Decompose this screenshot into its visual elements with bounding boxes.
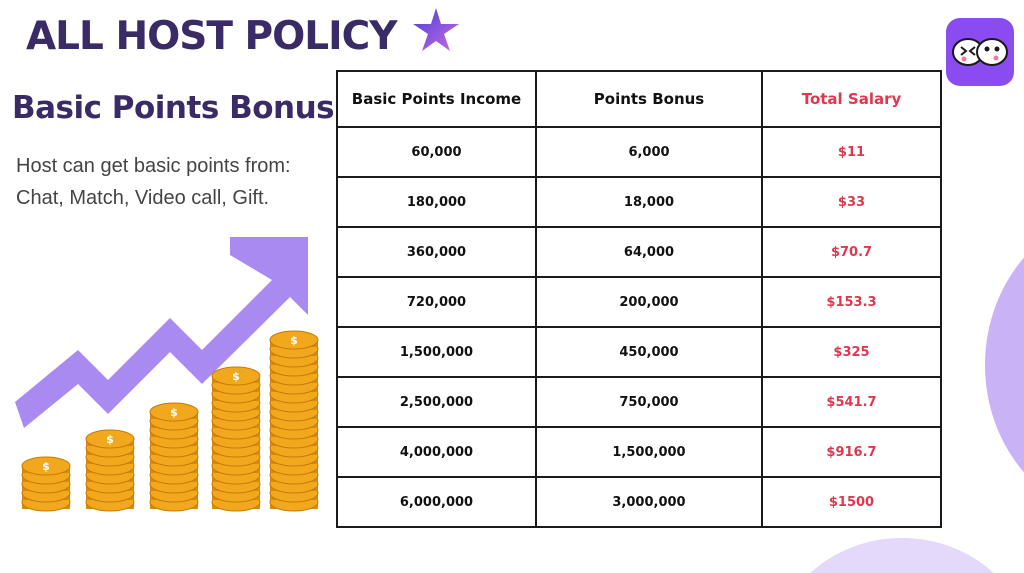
decorative-circle-bottom [780, 538, 1024, 573]
table-row [337, 227, 941, 277]
cell-bonus: 1,500,000 [536, 427, 762, 477]
cell-income: 720,000 [337, 277, 536, 327]
cell-income: 180,000 [337, 177, 536, 227]
dollar-icon: $ [170, 406, 178, 419]
cell-salary: $541.7 [762, 377, 941, 427]
cell-salary: $33 [762, 177, 941, 227]
page-title: ALL HOST POLICY [26, 14, 397, 59]
cell-salary: $153.3 [762, 277, 941, 327]
cell-salary: $11 [762, 127, 941, 177]
star-icon [410, 6, 462, 54]
header-salary: Total Salary [762, 71, 941, 127]
section-description [16, 150, 336, 214]
description-line-1: Host can get basic points from: [16, 155, 291, 177]
dollar-icon: $ [232, 370, 240, 383]
description-line-2: Chat, Match, Video call, Gift. [16, 187, 270, 209]
cell-income: 2,500,000 [337, 377, 536, 427]
cell-income: 6,000,000 [337, 477, 536, 527]
cell-salary: $325 [762, 327, 941, 377]
growth-arrow-icon [15, 237, 308, 428]
cell-income: 1,500,000 [337, 327, 536, 377]
cell-income: 360,000 [337, 227, 536, 277]
cell-bonus: 64,000 [536, 227, 762, 277]
coin-stack-icon [22, 331, 318, 511]
growth-illustration [10, 232, 330, 522]
cell-bonus: 750,000 [536, 377, 762, 427]
header-bonus: Points Bonus [536, 71, 762, 127]
table-row [337, 477, 941, 527]
bonus-table [336, 70, 942, 528]
cell-bonus: 200,000 [536, 277, 762, 327]
dollar-icon: $ [290, 334, 298, 347]
table-row [337, 377, 941, 427]
dollar-icon: $ [42, 460, 50, 473]
cell-bonus: 6,000 [536, 127, 762, 177]
table-header-row [337, 71, 941, 127]
header-income: Basic Points Income [337, 71, 536, 127]
app-logo-icon [946, 18, 1014, 86]
cell-bonus: 450,000 [536, 327, 762, 377]
table-row [337, 277, 941, 327]
cell-salary: $1500 [762, 477, 941, 527]
table-row [337, 327, 941, 377]
cell-salary: $70.7 [762, 227, 941, 277]
table-row [337, 127, 941, 177]
decorative-circle-right [985, 210, 1024, 520]
table-row [337, 177, 941, 227]
cell-salary: $916.7 [762, 427, 941, 477]
cell-income: 4,000,000 [337, 427, 536, 477]
cell-bonus: 18,000 [536, 177, 762, 227]
dollar-icon: $ [106, 433, 114, 446]
cell-bonus: 3,000,000 [536, 477, 762, 527]
section-title: Basic Points Bonus [12, 90, 335, 126]
cell-income: 60,000 [337, 127, 536, 177]
table-row [337, 427, 941, 477]
